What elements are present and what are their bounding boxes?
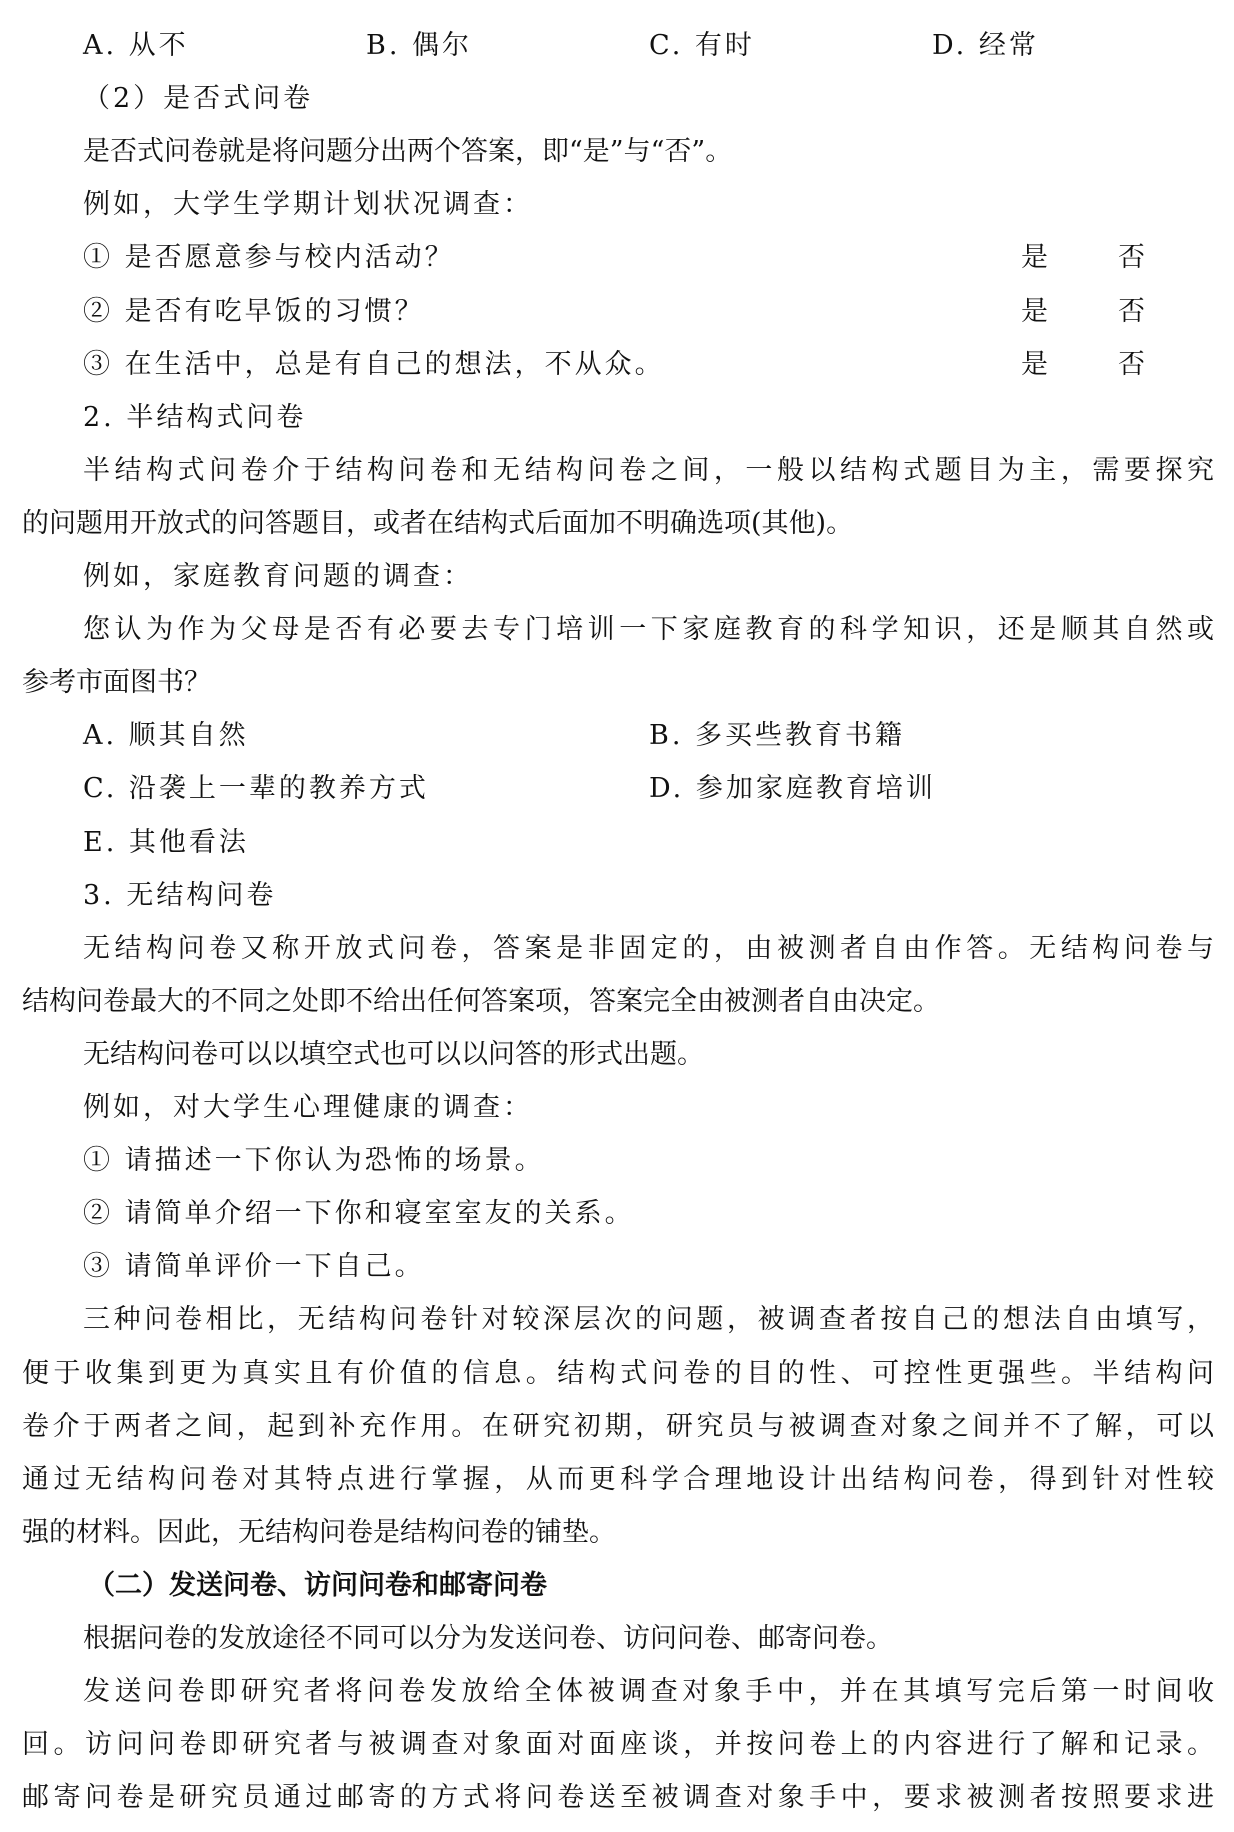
paragraph-line: ② 请简单介绍一下你和寝室室友的关系。 — [83, 1198, 635, 1230]
answer-option: B. 多买些教育书籍 — [649, 720, 906, 752]
yes-no-question — [0, 231, 1234, 284]
no-option: 否 — [1118, 242, 1145, 274]
answer-option: A. 顺其自然 — [83, 720, 249, 752]
paragraph-line: 例如，家庭教育问题的调查： — [83, 561, 473, 592]
paragraph-line: 3. 无结构问卷 — [83, 879, 277, 911]
answer-option: C. 沿袭上一辈的教养方式 — [83, 773, 429, 805]
yes-no-question — [0, 285, 1234, 338]
question-text: ② 是否有吃早饭的习惯？ — [83, 295, 425, 327]
paragraph-line: 邮寄问卷是研究员通过邮寄的方式将问卷送至被调查对象手中，要求被测者按照要求进 — [22, 1782, 1214, 1814]
paragraph-line: 根据问卷的发放途径不同可以分为发送问卷、访问问卷、邮寄问卷。 — [83, 1623, 893, 1654]
yes-option: 是 — [1021, 295, 1048, 327]
paragraph-line: 回。访问问卷即研究者与被调查对象面对面座谈，并按问卷上的内容进行了解和记录。 — [22, 1729, 1214, 1761]
paragraph-line: 是否式问卷就是将问题分出两个答案，即“是”与“否”。 — [83, 136, 733, 168]
no-option: 否 — [1118, 295, 1145, 327]
answer-option: D. 参加家庭教育培训 — [649, 773, 936, 805]
answer-options-row — [0, 19, 1234, 72]
yes-option: 是 — [1021, 348, 1048, 380]
yes-no-question — [0, 338, 1234, 391]
yes-option: 是 — [1021, 242, 1048, 274]
no-option: 否 — [1118, 348, 1145, 380]
paragraph-line: ③ 请简单评价一下自己。 — [83, 1251, 425, 1283]
paragraph-line: 无结构问卷又称开放式问卷，答案是非固定的，由被测者自由作答。无结构问卷与 — [83, 932, 1214, 964]
paragraph-line: 卷介于两者之间，起到补充作用。在研究初期，研究员与被调查对象之间并不了解，可以 — [22, 1410, 1214, 1442]
answer-option: D. 经常 — [932, 30, 1039, 61]
paragraph-line: 通过无结构问卷对其特点进行掌握，从而更科学合理地设计出结构问卷，得到针对性较 — [22, 1463, 1214, 1495]
paragraph-line: 结构问卷最大的不同之处即不给出任何答案项，答案完全由被测者自由决定。 — [22, 985, 940, 1017]
paragraph-line: 无结构问卷可以以填空式也可以以问答的形式出题。 — [83, 1038, 704, 1070]
paragraph-line: 半结构式问卷介于结构问卷和无结构问卷之间，一般以结构式题目为主，需要探究 — [83, 454, 1214, 486]
paragraph-line: 发送问卷即研究者将问卷发放给全体被调查对象手中，并在其填写完后第一时间收 — [83, 1676, 1214, 1708]
paragraph-line: 的问题用开放式的问答题目，或者在结构式后面加不明确选项(其他)。 — [22, 507, 854, 539]
paragraph-line: 例如，对大学生心理健康的调查： — [83, 1092, 533, 1123]
answer-option: C. 有时 — [649, 30, 755, 61]
section-heading: （二）发送问卷、访问问卷和邮寄问卷 — [88, 1569, 547, 1601]
paragraph-line: 您认为作为父母是否有必要去专门培训一下家庭教育的科学知识，还是顺其自然或 — [83, 614, 1214, 646]
paragraph-line: 便于收集到更为真实且有价值的信息。结构式问卷的目的性、可控性更强些。半结构问 — [22, 1357, 1214, 1389]
paragraph-line: （2）是否式问卷 — [83, 83, 314, 115]
paragraph-line: 参考市面图书？ — [22, 667, 211, 699]
paragraph-line: ① 请描述一下你认为恐怖的场景。 — [83, 1145, 545, 1177]
answer-options-row — [0, 709, 1234, 762]
paragraph-line: E. 其他看法 — [83, 826, 249, 858]
question-text: ③ 在生活中，总是有自己的想法，不从众。 — [83, 348, 665, 380]
answer-option: A. 从不 — [83, 30, 189, 61]
question-text: ① 是否愿意参与校内活动？ — [83, 242, 455, 274]
paragraph-line: 2. 半结构式问卷 — [83, 401, 307, 433]
paragraph-line: 强的材料。因此，无结构问卷是结构问卷的铺垫。 — [22, 1516, 616, 1548]
answer-options-row — [0, 762, 1234, 815]
answer-option: B. 偶尔 — [366, 30, 473, 61]
paragraph-line: 三种问卷相比，无结构问卷针对较深层次的问题，被调查者按自己的想法自由填写， — [83, 1304, 1214, 1336]
paragraph-line: 例如，大学生学期计划状况调查： — [83, 189, 533, 221]
